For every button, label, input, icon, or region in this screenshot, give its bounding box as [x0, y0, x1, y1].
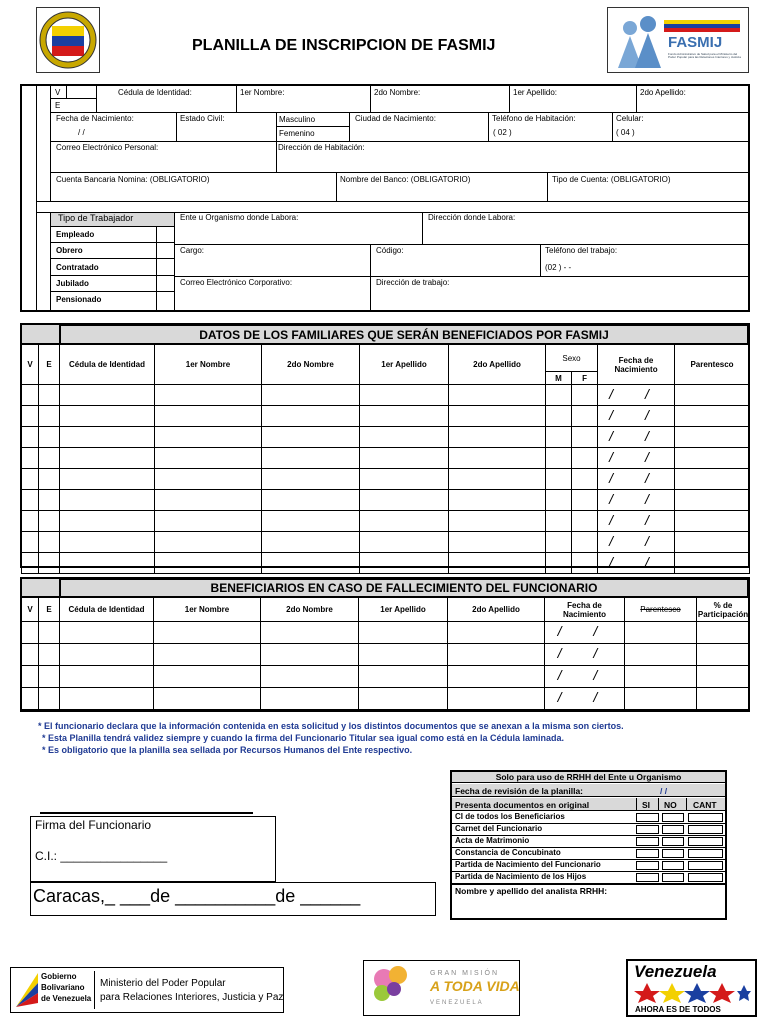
fallecimiento-cell[interactable]	[359, 688, 448, 710]
fecha-nac-cell[interactable]	[598, 469, 675, 490]
rrhh-doc-label: Acta de Matrimonio	[455, 836, 530, 845]
rrhh-cant-box[interactable]	[688, 825, 723, 834]
fallecimiento-rows	[22, 622, 750, 710]
correo-label[interactable]: Correo Electrónico Personal:	[56, 143, 159, 152]
rrhh-doc-label: Partida de Nacimiento del Funcionario	[455, 860, 601, 869]
codigo-label[interactable]: Código:	[376, 246, 404, 255]
familiar-row	[22, 469, 750, 490]
familiar-cell[interactable]	[262, 406, 360, 427]
rrhh-analista[interactable]: Nombre y apellido del analista RRHH:	[455, 886, 608, 896]
date-slashes: / /	[609, 406, 663, 423]
familiar-cell[interactable]	[39, 511, 60, 532]
fcol-1er-apellido: 1er Apellido	[359, 598, 448, 622]
tel-hab-code: ( 02 )	[493, 128, 512, 137]
familiar-cell[interactable]	[449, 553, 546, 574]
familiar-cell[interactable]	[360, 469, 449, 490]
tipo-obrero[interactable]: Obrero	[56, 246, 83, 255]
fcol-2do-nombre: 2do Nombre	[261, 598, 359, 622]
tipo-trabajador-label: Tipo de Trabajador	[58, 213, 134, 223]
correo-corp-label[interactable]: Correo Electrónico Corporativo:	[180, 278, 293, 287]
fallecimiento-cell[interactable]	[39, 688, 60, 710]
mision-flower-icon	[368, 965, 428, 1005]
segundo-nombre-label[interactable]: 2do Nombre:	[374, 88, 421, 97]
fallecimiento-cell[interactable]	[22, 622, 39, 644]
fecha-nac-cell[interactable]	[545, 688, 625, 710]
familiar-cell[interactable]	[39, 469, 60, 490]
fallecimiento-row	[22, 622, 750, 644]
familiar-cell[interactable]	[449, 532, 546, 553]
familiar-cell[interactable]	[675, 427, 750, 448]
rrhh-fecha-revision: Fecha de revisión de la planilla:	[455, 786, 584, 796]
tel-trabajo-code: (02 ) - -	[545, 263, 572, 272]
fallecimiento-cell[interactable]	[60, 622, 154, 644]
familiar-cell[interactable]	[155, 406, 262, 427]
rrhh-no-box[interactable]	[662, 873, 684, 882]
gob-3: de Venezuela	[41, 994, 92, 1003]
familiar-row	[22, 406, 750, 427]
familiar-cell[interactable]	[675, 406, 750, 427]
caracas-line[interactable]: Caracas,_ ___de __________de ______	[33, 886, 361, 906]
mision-1: GRAN MISIÓN	[430, 970, 500, 977]
mision-2: A TODA VIDA	[430, 978, 520, 994]
fallecimiento-cell[interactable]	[261, 666, 359, 688]
ente-label[interactable]: Ente u Organismo donde Labora:	[180, 213, 299, 222]
familiar-row	[22, 553, 750, 574]
fcol-cedula: Cédula de Identidad	[60, 598, 154, 622]
tipo-pensionado[interactable]: Pensionado	[56, 295, 102, 304]
rrhh-cant-box[interactable]	[688, 849, 723, 858]
fallecimiento-cell[interactable]	[697, 688, 750, 710]
venezuela-logo	[626, 959, 757, 1017]
fallecimiento-cell[interactable]	[448, 644, 545, 666]
familiar-cell[interactable]	[572, 511, 598, 532]
ahora-text: AHORA ES DE TODOS	[635, 1005, 721, 1014]
familiar-cell[interactable]	[675, 553, 750, 574]
date-slashes: / /	[609, 385, 663, 402]
date-slashes: / /	[557, 689, 612, 705]
fasmij-caption: Fondo Administrativo de Salud para el Ministerio del Poder Popular para las Relaciones Interiores y Justicia	[668, 52, 741, 59]
venezuela-shield-icon	[37, 8, 99, 72]
date-slashes: / /	[557, 645, 612, 661]
fecha-nac-cell[interactable]	[545, 666, 625, 688]
familiar-cell[interactable]	[60, 553, 155, 574]
rrhh-si-box[interactable]	[636, 849, 659, 858]
fallecimiento-row	[22, 666, 750, 688]
primer-nombre-label[interactable]: 1er Nombre:	[240, 88, 285, 97]
fallecimiento-cell[interactable]	[60, 666, 154, 688]
fallecimiento-cell[interactable]	[697, 666, 750, 688]
familiar-cell[interactable]	[60, 532, 155, 553]
familiar-cell[interactable]	[155, 448, 262, 469]
rrhh-no-box[interactable]	[662, 849, 684, 858]
familiares-title: DATOS DE LOS FAMILIARES QUE SERÁN BENEFICIADOS POR FASMIJ	[60, 325, 748, 344]
fecha-nac-cell[interactable]	[598, 385, 675, 406]
tipo-contratado[interactable]: Contratado	[56, 263, 99, 272]
cedula-label[interactable]: Cédula de Identidad:	[118, 88, 192, 97]
rrhh-cant-box[interactable]	[688, 813, 723, 822]
familiar-cell[interactable]	[262, 490, 360, 511]
rrhh-si-box[interactable]	[636, 825, 659, 834]
familiar-cell[interactable]	[360, 532, 449, 553]
fallecimiento-cell[interactable]	[448, 688, 545, 710]
tel-hab-label[interactable]: Teléfono de Habitación:	[492, 114, 576, 123]
familiar-cell[interactable]	[360, 427, 449, 448]
familiar-cell[interactable]	[546, 532, 572, 553]
gob-2: Bolivariano	[41, 983, 85, 992]
familiares-rows	[22, 385, 750, 574]
fallecimiento-cell[interactable]	[359, 666, 448, 688]
fcol-e: E	[39, 598, 60, 622]
familiar-cell[interactable]	[546, 511, 572, 532]
firma-ci[interactable]: C.I.: ________________	[35, 849, 168, 863]
familiar-cell[interactable]	[39, 448, 60, 469]
familiar-cell[interactable]	[546, 427, 572, 448]
ministerio-1: Ministerio del Poder Popular	[100, 978, 226, 989]
fecha-nac-cell[interactable]	[598, 406, 675, 427]
familiar-cell[interactable]	[675, 469, 750, 490]
col-cedula: Cédula de Identidad	[60, 345, 155, 385]
familiar-cell[interactable]	[572, 385, 598, 406]
col-sexo: Sexo	[546, 345, 598, 372]
familiar-cell[interactable]	[572, 448, 598, 469]
rrhh-si: SI	[642, 800, 651, 810]
familiar-cell[interactable]	[39, 427, 60, 448]
celular-label[interactable]: Celular:	[616, 114, 644, 123]
rrhh-analista-separator	[452, 884, 725, 885]
familiar-cell[interactable]	[60, 406, 155, 427]
familiar-cell[interactable]	[22, 553, 39, 574]
note-2: * Esta Planilla tendrá validez siempre y cuando la firma del Funcionario Titular sea igual como está en la Cédula laminada.	[42, 733, 564, 743]
familiar-cell[interactable]	[262, 448, 360, 469]
fallecimiento-cell[interactable]	[625, 688, 697, 710]
familiar-cell[interactable]	[22, 448, 39, 469]
col-fecha-nac: Fecha de Nacimiento	[598, 345, 675, 385]
tipo-empleado[interactable]: Empleado	[56, 230, 95, 239]
familiar-cell[interactable]	[22, 469, 39, 490]
stars-people-icon	[632, 982, 752, 1004]
fallecimiento-cell[interactable]	[625, 666, 697, 688]
familiar-cell[interactable]	[572, 406, 598, 427]
fecha-nac-cell[interactable]	[598, 511, 675, 532]
familiar-cell[interactable]	[262, 511, 360, 532]
rrhh-doc-label: Partida de Nacimiento de los Hijos	[455, 872, 587, 881]
fcol-1er-nombre: 1er Nombre	[154, 598, 261, 622]
familiar-cell[interactable]	[60, 448, 155, 469]
ciudad-nac-label[interactable]: Ciudad de Nacimiento:	[355, 114, 436, 123]
date-slashes: / /	[609, 448, 663, 465]
familiar-cell[interactable]	[449, 385, 546, 406]
fallecimiento-cell[interactable]	[154, 688, 261, 710]
fecha-nac-cell[interactable]	[545, 622, 625, 644]
banco-label[interactable]: Nombre del Banco: (OBLIGATORIO)	[340, 175, 471, 184]
cuenta-label[interactable]: Cuenta Bancaria Nomina: (OBLIGATORIO)	[56, 175, 210, 184]
fallecimiento-cell[interactable]	[60, 644, 154, 666]
fcol-2do-apellido: 2do Apellido	[448, 598, 545, 622]
rrhh-cant-box[interactable]	[688, 873, 723, 882]
familiar-cell[interactable]	[22, 532, 39, 553]
fallecimiento-cell[interactable]	[359, 622, 448, 644]
fecha-nac-slashes: / /	[78, 128, 85, 137]
fasmij-text: FASMIJ	[668, 34, 723, 51]
familiar-cell[interactable]	[262, 385, 360, 406]
familiar-cell[interactable]	[155, 511, 262, 532]
familiar-cell[interactable]	[449, 406, 546, 427]
rrhh-doc-label: Carnet del Funcionario	[455, 824, 543, 833]
date-slashes: / /	[609, 553, 663, 570]
familiar-cell[interactable]	[360, 553, 449, 574]
familiar-cell[interactable]	[572, 469, 598, 490]
familiar-cell[interactable]	[546, 553, 572, 574]
note-1: * El funcionario declara que la información contenida en esta solicitud y los distintos documentos que se anexan a la misma son ciertos.	[38, 721, 624, 731]
col-1er-apellido: 1er Apellido	[360, 345, 449, 385]
familiar-cell[interactable]	[39, 406, 60, 427]
familiar-cell[interactable]	[22, 427, 39, 448]
familiar-cell[interactable]	[39, 532, 60, 553]
familiar-cell[interactable]	[22, 490, 39, 511]
date-slashes: / /	[609, 511, 663, 528]
mision-logo	[363, 960, 520, 1016]
fcol-v: V	[22, 598, 39, 622]
familiar-cell[interactable]	[262, 532, 360, 553]
masculino-option[interactable]: Masculino	[279, 115, 316, 124]
familiar-cell[interactable]	[39, 385, 60, 406]
gobierno-flag-icon	[14, 971, 40, 1009]
fcol-parentesco: Parentesco	[625, 598, 697, 622]
fallecimiento-cell[interactable]	[22, 688, 39, 710]
col-1er-nombre: 1er Nombre	[155, 345, 262, 385]
familiar-cell[interactable]	[675, 385, 750, 406]
familiar-cell[interactable]	[60, 469, 155, 490]
rrhh-cant-box[interactable]	[688, 861, 723, 870]
col-sexo-f: F	[572, 372, 598, 385]
rrhh-no-box[interactable]	[662, 837, 684, 846]
fecha-nac-cell[interactable]	[545, 644, 625, 666]
familiar-cell[interactable]	[675, 448, 750, 469]
fallecimiento-row	[22, 644, 750, 666]
date-slashes: / /	[557, 623, 612, 639]
fallecimiento-cell[interactable]	[154, 644, 261, 666]
rrhh-presenta: Presenta documentos en original	[455, 800, 590, 810]
ministerio-logo	[10, 967, 284, 1013]
right-logo	[607, 7, 749, 73]
fallecimiento-cell[interactable]	[60, 688, 154, 710]
familiar-cell[interactable]	[572, 553, 598, 574]
cargo-label[interactable]: Cargo:	[180, 246, 205, 255]
fallecimiento-cell[interactable]	[697, 644, 750, 666]
familiar-cell[interactable]	[675, 532, 750, 553]
familiar-cell[interactable]	[155, 469, 262, 490]
fallecimiento-cell[interactable]	[154, 666, 261, 688]
direccion-labora-label[interactable]: Dirección donde Labora:	[428, 213, 516, 222]
fallecimiento-row	[22, 688, 750, 710]
mision-3: VENEZUELA	[430, 1000, 484, 1006]
col-sexo-m: M	[546, 372, 572, 385]
rrhh-si-box[interactable]	[636, 873, 659, 882]
rrhh-si-box[interactable]	[636, 861, 659, 870]
rrhh-no: NO	[664, 800, 677, 810]
familiar-cell[interactable]	[360, 406, 449, 427]
fallecimiento-cell[interactable]	[154, 622, 261, 644]
familiar-cell[interactable]	[360, 448, 449, 469]
fallecimiento-title: BENEFICIARIOS EN CASO DE FALLECIMIENTO DEL FUNCIONARIO	[60, 579, 748, 597]
familiar-cell[interactable]	[22, 406, 39, 427]
fallecimiento-cell[interactable]	[359, 644, 448, 666]
familiar-cell[interactable]	[262, 427, 360, 448]
familiar-cell[interactable]	[675, 511, 750, 532]
fallecimiento-cell[interactable]	[39, 666, 60, 688]
familiar-row	[22, 385, 750, 406]
familiar-cell[interactable]	[262, 469, 360, 490]
fallecimiento-cell[interactable]	[697, 622, 750, 644]
familiar-cell[interactable]	[360, 490, 449, 511]
rrhh-doc-label: Constancia de Concubinato	[455, 848, 561, 857]
left-logo	[36, 7, 100, 73]
e-label: E	[55, 101, 61, 110]
familiar-cell[interactable]	[60, 511, 155, 532]
fallecimiento-cell[interactable]	[261, 688, 359, 710]
familiar-cell[interactable]	[675, 490, 750, 511]
fallecimiento-cell[interactable]	[625, 622, 697, 644]
familiar-cell[interactable]	[155, 490, 262, 511]
col-e: E	[39, 345, 60, 385]
rrhh-title: Solo para uso de RRHH del Ente u Organismo	[495, 772, 682, 782]
fecha-nac-label[interactable]: Fecha de Nacimiento:	[56, 114, 134, 123]
col-parentesco: Parentesco	[675, 345, 750, 385]
fallecimiento-cell[interactable]	[625, 644, 697, 666]
familiar-cell[interactable]	[449, 469, 546, 490]
rrhh-cant-box[interactable]	[688, 837, 723, 846]
fecha-nac-cell[interactable]	[598, 490, 675, 511]
ministerio-2: para Relaciones Interiores, Justicia y Paz	[100, 992, 284, 1003]
celular-code: ( 04 )	[616, 128, 635, 137]
familiar-cell[interactable]	[449, 448, 546, 469]
fcol-fecha-nac: Fecha de Nacimiento	[545, 598, 625, 622]
venezuela-text: Venezuela	[634, 962, 717, 981]
familiar-cell[interactable]	[546, 385, 572, 406]
date-slashes: / /	[609, 490, 663, 507]
rrhh-no-box[interactable]	[662, 861, 684, 870]
familiar-cell[interactable]	[155, 553, 262, 574]
page-title: PLANILLA DE INSCRIPCION DE FASMIJ	[192, 37, 496, 54]
familiar-cell[interactable]	[60, 385, 155, 406]
estado-civil-label[interactable]: Estado Civil:	[180, 114, 225, 123]
familiar-cell[interactable]	[449, 490, 546, 511]
familiar-cell[interactable]	[449, 511, 546, 532]
fecha-nac-cell[interactable]	[598, 532, 675, 553]
femenino-option[interactable]: Femenino	[279, 129, 315, 138]
familiar-cell[interactable]	[262, 553, 360, 574]
fallecimiento-cell[interactable]	[22, 666, 39, 688]
fallecimiento-cell[interactable]	[261, 644, 359, 666]
fallecimiento-cell[interactable]	[448, 622, 545, 644]
rrhh-cant: CANT	[693, 800, 717, 810]
familiar-row	[22, 532, 750, 553]
tipo-jubilado[interactable]: Jubilado	[56, 279, 89, 288]
fecha-nac-cell[interactable]	[598, 427, 675, 448]
col-v: V	[22, 345, 39, 385]
date-slashes: / /	[609, 469, 663, 486]
fecha-nac-cell[interactable]	[598, 553, 675, 574]
familiar-cell[interactable]	[449, 427, 546, 448]
rrhh-no-box[interactable]	[662, 813, 684, 822]
gob-1: Gobierno	[41, 972, 77, 981]
fallecimiento-cell[interactable]	[448, 666, 545, 688]
col-2do-nombre: 2do Nombre	[262, 345, 360, 385]
rrhh-si-box[interactable]	[636, 813, 659, 822]
familiar-cell[interactable]	[572, 490, 598, 511]
familiar-cell[interactable]	[572, 532, 598, 553]
familiar-cell[interactable]	[360, 385, 449, 406]
familiar-cell[interactable]	[360, 511, 449, 532]
rrhh-si-box[interactable]	[636, 837, 659, 846]
v-label: V	[55, 88, 61, 97]
familiar-cell[interactable]	[155, 427, 262, 448]
fallecimiento-cell[interactable]	[39, 622, 60, 644]
rrhh-no-box[interactable]	[662, 825, 684, 834]
col-2do-apellido: 2do Apellido	[449, 345, 546, 385]
segundo-apellido-label[interactable]: 2do Apellido:	[640, 88, 686, 97]
direccion-trabajo-label[interactable]: Dirección de trabajo:	[376, 278, 450, 287]
tipo-cuenta-label[interactable]: Tipo de Cuenta: (OBLIGATORIO)	[552, 175, 671, 184]
familiares-table	[21, 344, 750, 574]
note-3: * Es obligatorio que la planilla sea sellada por Recursos Humanos del Ente respectivo.	[42, 745, 413, 755]
familiar-cell[interactable]	[155, 532, 262, 553]
fallecimiento-cell[interactable]	[22, 644, 39, 666]
date-slashes: / /	[609, 427, 663, 444]
tel-trabajo-label[interactable]: Teléfono del trabajo:	[545, 246, 618, 255]
fallecimiento-table	[21, 597, 750, 710]
firma-label: Firma del Funcionario	[35, 818, 152, 832]
familiar-cell[interactable]	[22, 511, 39, 532]
familiar-cell[interactable]	[22, 385, 39, 406]
rrhh-fecha-slashes: / /	[660, 786, 668, 796]
familiar-row	[22, 448, 750, 469]
fallecimiento-cell[interactable]	[39, 644, 60, 666]
rrhh-doc-label: CI de todos los Beneficiarios	[455, 812, 565, 821]
fcol-participacion: % de Participación	[697, 598, 750, 622]
date-slashes: / /	[557, 667, 612, 683]
primer-apellido-label[interactable]: 1er Apellido:	[513, 88, 558, 97]
fecha-nac-cell[interactable]	[598, 448, 675, 469]
direccion-hab-label[interactable]: Dirección de Habitación:	[278, 143, 365, 152]
familiar-cell[interactable]	[39, 553, 60, 574]
familiar-row	[22, 490, 750, 511]
familiar-row	[22, 511, 750, 532]
fallecimiento-cell[interactable]	[261, 622, 359, 644]
familiar-cell[interactable]	[60, 427, 155, 448]
familiar-cell[interactable]	[546, 469, 572, 490]
familiar-cell[interactable]	[39, 490, 60, 511]
familiar-cell[interactable]	[546, 406, 572, 427]
date-slashes: / /	[609, 532, 663, 549]
familiar-cell[interactable]	[60, 490, 155, 511]
familiar-cell[interactable]	[572, 427, 598, 448]
familiar-cell[interactable]	[546, 448, 572, 469]
familiar-cell[interactable]	[155, 385, 262, 406]
familiar-cell[interactable]	[546, 490, 572, 511]
familiar-row	[22, 427, 750, 448]
